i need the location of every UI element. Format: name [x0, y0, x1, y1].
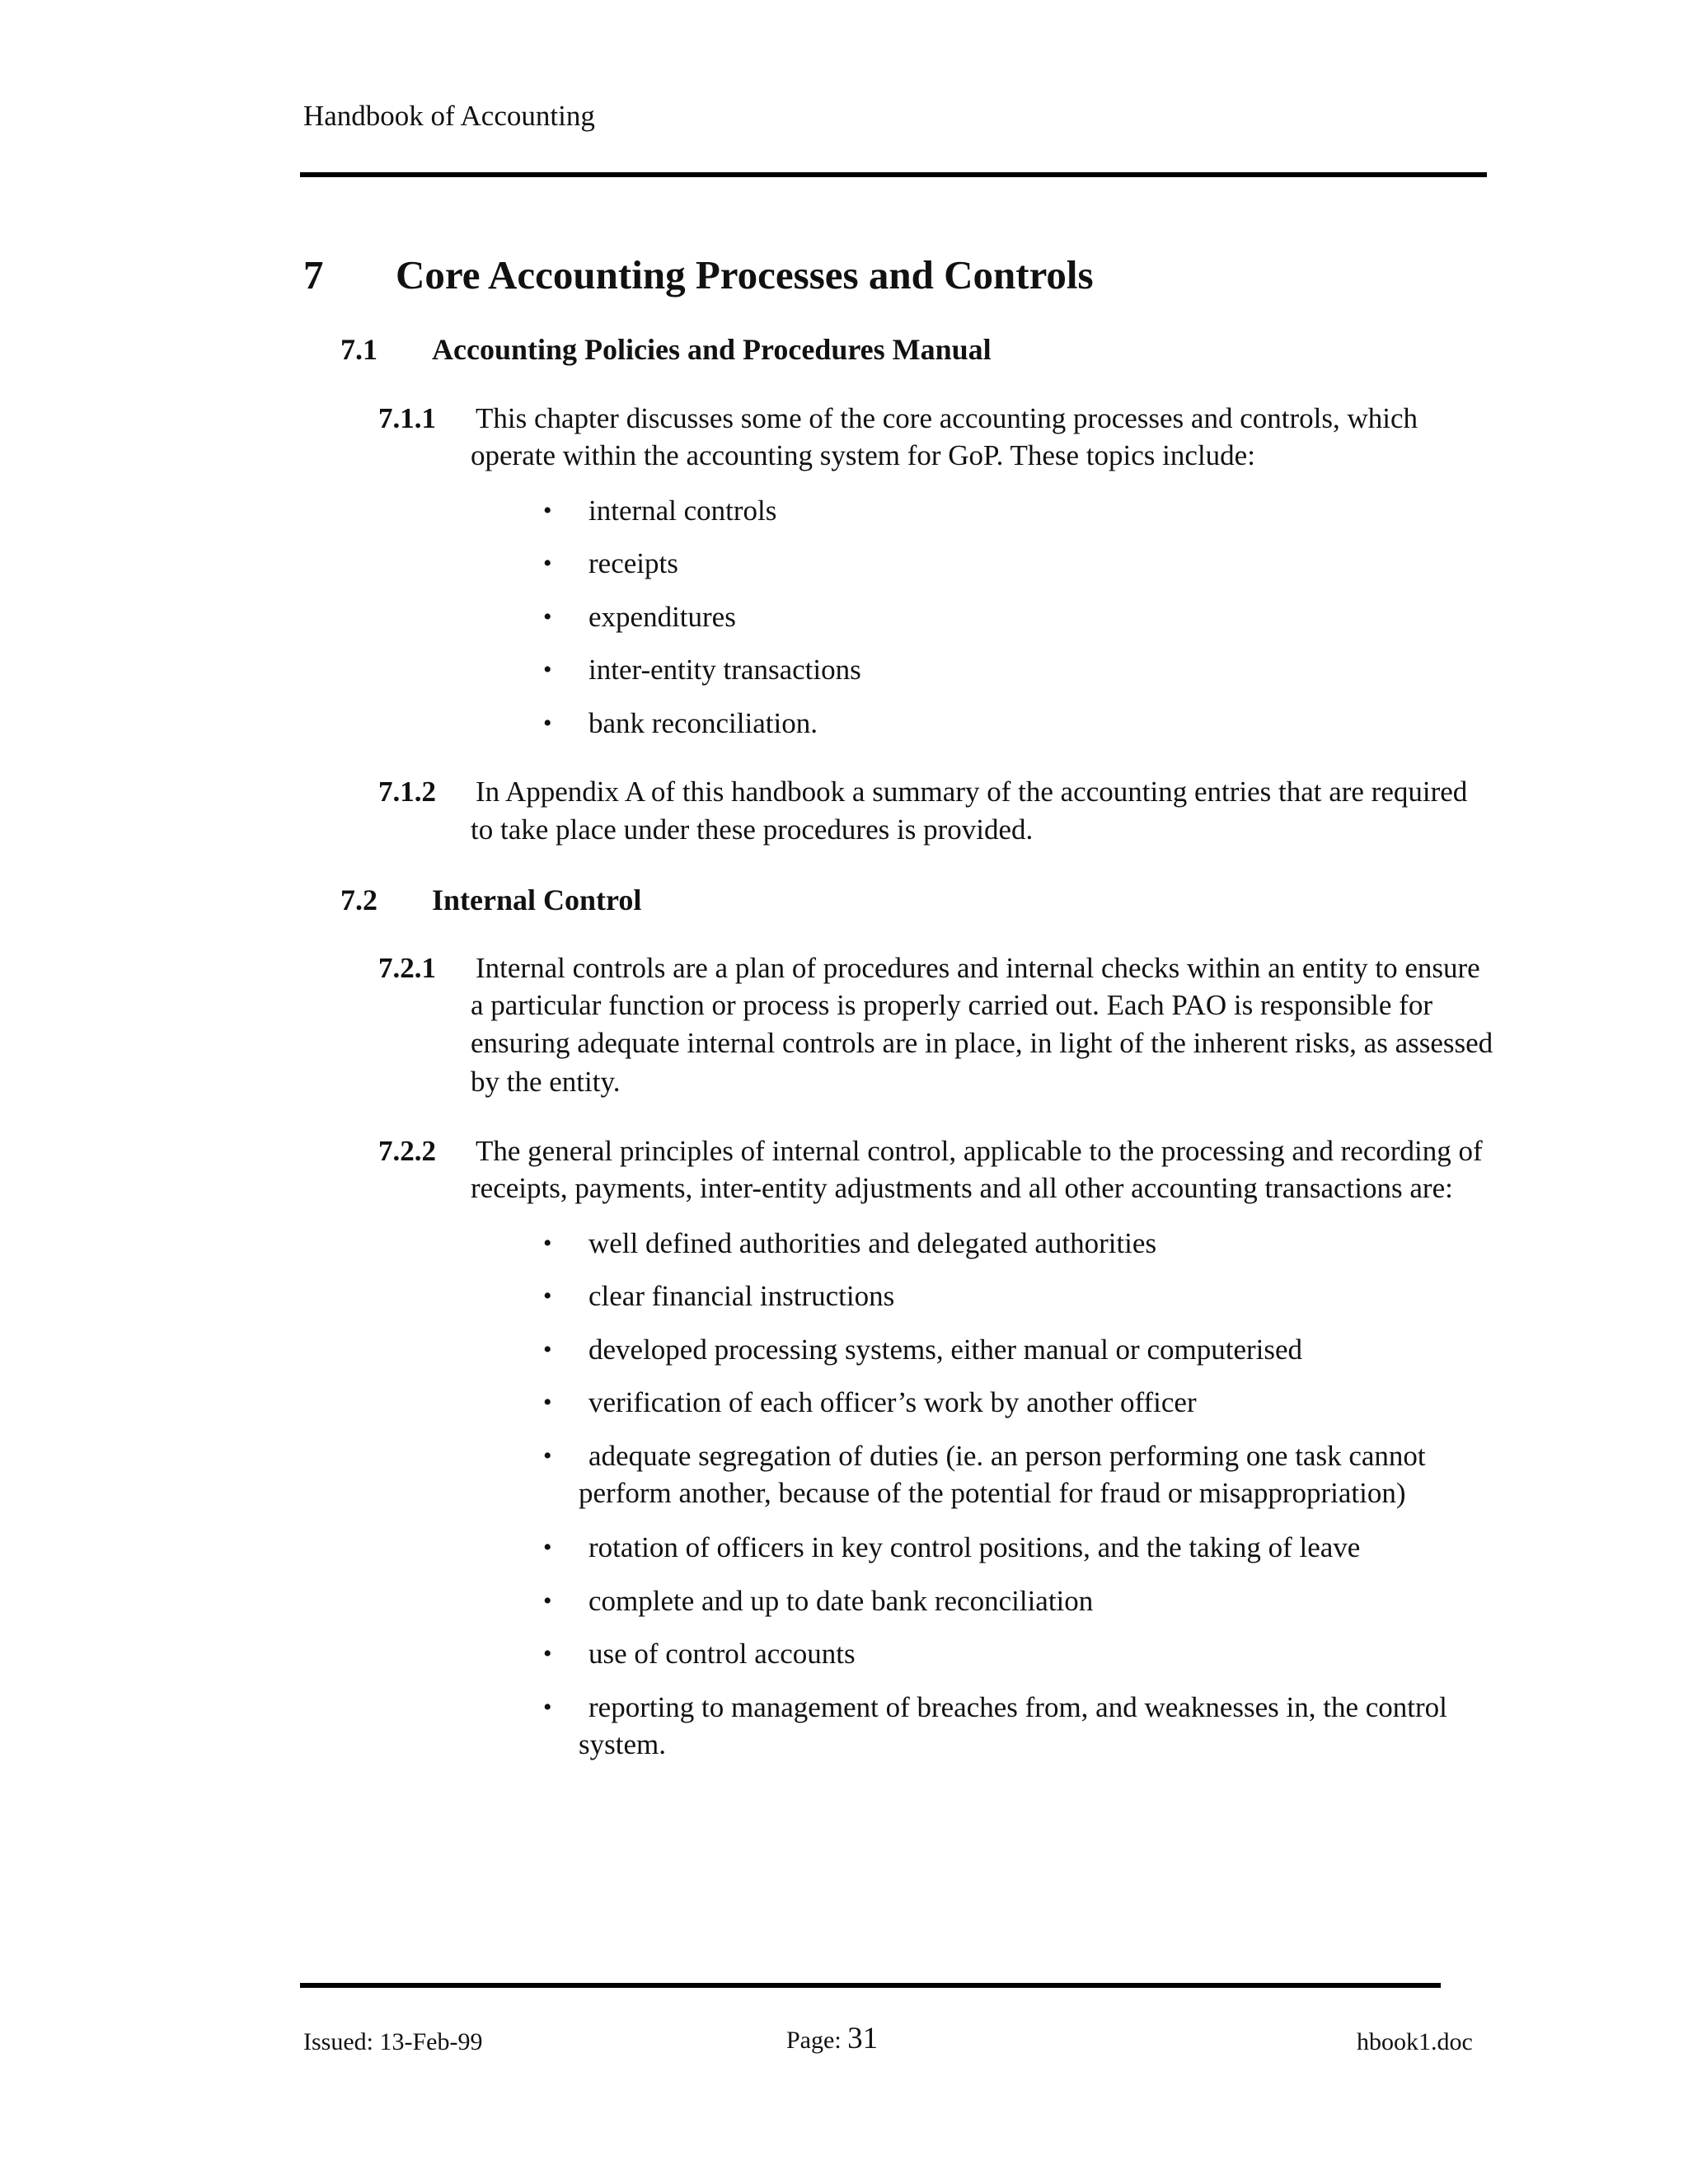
bullet-icon: •: [543, 1640, 552, 1667]
list-item: • well defined authorities and delegated authorities: [588, 1225, 1156, 1263]
page-number: 31: [847, 2022, 879, 2055]
list-item: • internal controls: [588, 492, 776, 530]
list-item-continuation: perform another, because of the potential for fraud or misappropriation): [579, 1477, 1406, 1509]
paragraph-number: 7.1.2: [378, 776, 436, 808]
page-indicator: [786, 2021, 878, 2059]
list-item: • use of control accounts: [588, 1635, 856, 1673]
list-item: • adequate segregation of duties (ie. an person performing one task cannot: [588, 1437, 1426, 1475]
paragraph-line: receipts, payments, inter-entity adjustments and all other accounting transactions are:: [471, 1172, 1453, 1204]
footer-rule: [300, 1983, 1441, 1988]
paragraph-number: 7.2.1: [378, 952, 436, 984]
chapter-number: 7: [303, 252, 324, 298]
paragraph-line: In Appendix A of this handbook a summary of the accounting entries that are required: [476, 776, 1468, 808]
section-title: Accounting Policies and Procedures Manual: [432, 333, 992, 366]
running-header: Handbook of Accounting: [303, 100, 595, 132]
bullet-icon: •: [543, 1282, 552, 1310]
bullet-icon: •: [543, 1442, 552, 1469]
bullet-icon: •: [543, 497, 552, 524]
bullet-icon: •: [543, 1389, 552, 1416]
paragraph-number: 7.1.1: [378, 402, 436, 434]
paragraph-line: This chapter discusses some of the core accounting processes and controls, which: [476, 402, 1418, 434]
paragraph-line: by the entity.: [471, 1066, 621, 1098]
list-item: • bank reconciliation.: [588, 705, 818, 743]
page-label: Page:: [786, 2027, 848, 2054]
document-filename: hbook1.doc: [1357, 2028, 1473, 2055]
paragraph-line: ensuring adequate internal controls are in place, in light of the inherent risks, as assessed: [471, 1027, 1493, 1059]
section-number: 7.1: [340, 333, 377, 366]
bullet-icon: •: [543, 1230, 552, 1257]
header-rule: [300, 172, 1487, 177]
list-item: • developed processing systems, either manual or computerised: [588, 1331, 1302, 1369]
bullet-icon: •: [543, 603, 552, 630]
paragraph-line: Internal controls are a plan of procedures and internal checks within an entity to ensure: [476, 952, 1480, 984]
paragraph-line: a particular function or process is properly carried out. Each PAO is responsible for: [471, 989, 1432, 1021]
bullet-icon: •: [543, 710, 552, 737]
paragraph-line: operate within the accounting system for GoP. These topics include:: [471, 439, 1255, 471]
list-item: • expenditures: [588, 598, 736, 636]
paragraph-number: 7.2.2: [378, 1135, 436, 1167]
list-item: • clear financial instructions: [588, 1277, 894, 1315]
list-item-continuation: system.: [579, 1728, 666, 1760]
issued-date: Issued: 13-Feb-99: [303, 2028, 483, 2055]
list-item: • complete and up to date bank reconciliation: [588, 1582, 1093, 1620]
bullet-icon: •: [543, 1534, 552, 1561]
paragraph-line: to take place under these procedures is provided.: [471, 813, 1034, 846]
section-title: Internal Control: [432, 883, 642, 916]
section-number: 7.2: [340, 883, 377, 916]
list-item: • receipts: [588, 545, 678, 583]
bullet-icon: •: [543, 1587, 552, 1615]
bullet-icon: •: [543, 550, 552, 577]
bullet-icon: •: [543, 656, 552, 683]
list-item: • reporting to management of breaches from, and weaknesses in, the control: [588, 1689, 1447, 1727]
chapter-title: Core Accounting Processes and Controls: [396, 252, 1094, 298]
bullet-icon: •: [543, 1694, 552, 1721]
paragraph-line: The general principles of internal control, applicable to the processing and recording of: [476, 1135, 1483, 1167]
list-item: • verification of each officer’s work by another officer: [588, 1384, 1197, 1422]
list-item: • inter-entity transactions: [588, 651, 861, 689]
bullet-icon: •: [543, 1336, 552, 1363]
list-item: • rotation of officers in key control positions, and the taking of leave: [588, 1529, 1360, 1567]
